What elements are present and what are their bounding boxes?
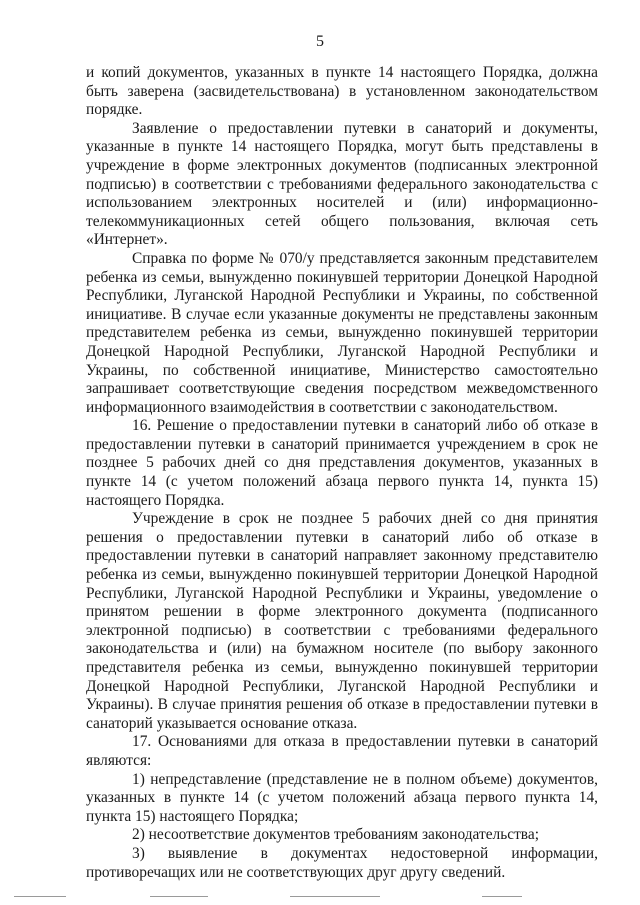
paragraph-electronic-submission: Заявление о предоставлении путевки в санаторий и документы, указанные в пункте 14 настоящего Порядка, могут быть представлены в учреждение в форме электронных документов (подписанных электронной подписью) в соответствии с требованиями федерального законодательства с использованием электронных носителей и (или) информационно-телекоммуникационных сетей общего пользования, включая сеть «Интернет». [86,119,598,249]
paragraph-item-16: 16. Решение о предоставлении путевки в санаторий либо об отказе в предоставлении путевки в санаторий принимается учреждением в срок не позднее 5 рабочих дней со дня представления документов, указанных в пункте 14 (с учетом положений абзаца первого пункта 14, пункта 15) настоящего Порядка. [86,417,598,509]
document-body [86,64,598,882]
scan-mark [290,896,380,897]
scan-edge-marks [0,892,640,902]
list-item-2: 2) несоответствие документов требованиям законодательства; [132,826,539,844]
scan-mark [482,896,522,897]
paragraph-notification: Учреждение в срок не позднее 5 рабочих дней со дня принятия решения о предоставлении путевки в санаторий либо об отказе в предоставлении путевки в санаторий направляет законному представителю ребенка из семьи, вынужденно покинувшей территории Донецкой Народной Республики, Луганской Народной Республики и Украины, уведомление о принятом решении в форме электронного документа (подписанного электронной подписью) в соответствии с требованиями федерального законодательства и (или) на бумажном носителе (по выбору законного представителя ребенка из семьи, вынужденно покинувшей территории Донецкой Народной Республики, Луганской Народной Республики и Украины). В случае принятия решения об отказе в предоставлении путевки в санаторий указывается основание отказа. [86,510,598,732]
scan-mark [14,896,66,897]
paragraph-form-070: Справка по форме № 070/у представляется законным представителем ребенка из семьи, вынужденно покинувшей территории Донецкой Народной Республики, Луганской Народной Республики и Украины, по собственной инициативе. В случае если указанные документы не представлены законным представителем ребенка из семьи, вынужденно покинувшей территории Донецкой Народной Республики, Луганской Народной Республики и Украины, по собственной инициативе, Министерство самостоятельно запрашивает соответствующие сведения посредством межведомственного информационного взаимодействия в соответствии с законодательством. [86,249,598,416]
paragraph-continuation: и копий документов, указанных в пункте 14 настоящего Порядка, должна быть заверена (засвидетельствована) в установленном законодательством порядке. [86,64,598,119]
list-item-3: 3) выявление в документах недостоверной информации, противоречащих или не соответствующих друг другу сведений. [86,844,598,881]
paragraph-item-17: 17. Основаниями для отказа в предоставлении путевки в санаторий являются: [86,733,598,769]
scan-mark [150,896,208,897]
page-number: 5 [316,33,324,50]
list-item-1: 1) непредставление (представление не в полном объеме) документов, указанных в пункте 14 (с учетом положений абзаца первого пункта 14, пункта 15) настоящего Порядка; [86,770,598,825]
